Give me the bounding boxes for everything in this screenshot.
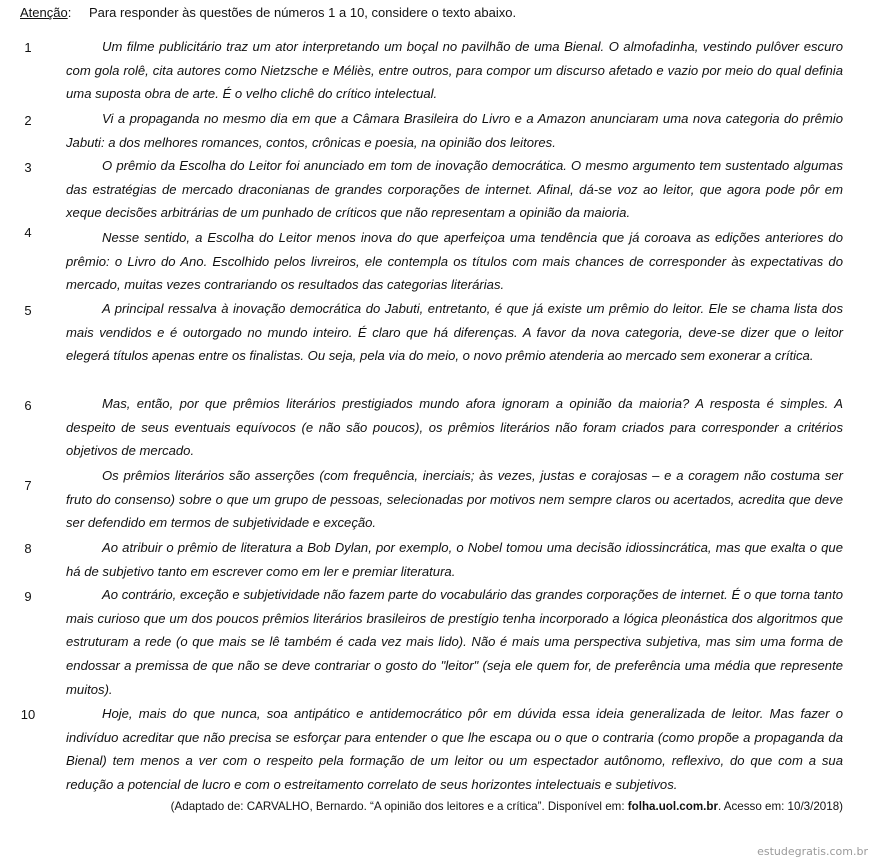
paragraph-text: O prêmio da Escolha do Leitor foi anunciado em tom de inovação democrática. O mesmo argumento tem sustentado algumas das estratégias de mercado draconianas de grandes corporações de internet. Afinal, dá-se voz ao leitor, que agora pode pôr em xeque decisões arbitrárias de um punhado de críticos que não representam a opinião da maioria.: [66, 158, 843, 221]
paragraph-text: Hoje, mais do que nunca, soa antipático e antidemocrático pôr em dúvida essa ideia generalizada de leitor. Mas fazer o indivíduo acreditar que não precisa se esforçar para entender o que lhe escapa ou o que o contraria (como propõe a propaganda da Bienal) tem menos a ver com o respeito pela formação de um leitor ou um espectador autônomo, reflexivo, do que com a sua redução a potencial de lucro e com o estreitamento correlato de seus horizontes intelectuais e subjetivos.: [66, 706, 843, 793]
paragraph-text: Os prêmios literários são asserções (com frequência, inerciais; às vezes, justas e corajosas – e a coragem não costuma ser fruto do consenso) sobre o que um grupo de pessoas, selecionadas por motivos nem sempre claros ou acertados, acredita que deve ser defendido em termos de subjetividade e exceção.: [66, 468, 843, 531]
paragraph-number: 1: [24, 40, 32, 55]
attention-label: Atenção: [20, 5, 68, 20]
source-site: folha.uol.com.br: [627, 800, 718, 813]
paragraph-text: A principal ressalva à inovação democrática do Jabuti, entretanto, é que já existe um prêmio do leitor. Ele se chama lista dos mais vendidos e é outorgado no mundo inteiro. É claro que há diferenças. A favor da nova categoria, deve-se dizer que o leitor elegerá títulos apenas entre os finalistas. Ou seja, pela via do meio, o novo prêmio atenderia ao mercado sem exonerar a crítica.: [66, 301, 843, 364]
paragraph-number: 7: [24, 478, 32, 493]
paragraph-number: 5: [24, 303, 32, 318]
paragraph-number: 2: [24, 113, 32, 128]
paragraph-text: Nesse sentido, a Escolha do Leitor menos inova do que aperfeiçoa uma tendência que já coroava as edições anteriores do prêmio: o Livro do Ano. Escolhido pelos livreiros, ele contempla os títulos com mais chances de corresponder às expectativas do mercado, muitas vezes contrariando os resultados das categorias literárias.: [66, 230, 843, 293]
watermark: estudegratis.com.br: [757, 845, 868, 858]
attention-colon: :: [67, 5, 72, 20]
paragraph-text: Vi a propaganda no mesmo dia em que a Câmara Brasileira do Livro e a Amazon anunciaram uma nova categoria do prêmio Jabuti: a dos melhores romances, contos, crônicas e poesia, na opinião dos leitores.: [66, 111, 843, 150]
paragraph-number: 3: [24, 160, 32, 175]
paragraph-text: Um filme publicitário traz um ator interpretando um boçal no pavilhão de uma Bienal. O almofadinha, vestindo pulôver escuro com gola rolê, cita autores como Nietzsche e Méliès, entre outros, para compor um discurso afetado e vazio por meio do qual definia uma suposta obra de arte. É o velho clichê do crítico intelectual.: [66, 39, 843, 102]
paragraph-text: Ao atribuir o prêmio de literatura a Bob Dylan, por exemplo, o Nobel tomou uma decisão idiossincrática, mas que exalta o que há de subjetivo tanto em escrever como em ler e premiar literatura.: [66, 540, 843, 579]
paragraph-number: 8: [24, 541, 32, 556]
paragraph-text: Ao contrário, exceção e subjetividade não fazem parte do vocabulário das grandes corporações de internet. É o que torna tanto mais curioso que um dos poucos prêmios literários brasileiros de prestígio tenha incorporado a lógica pleonástica dos algoritmos que estruturam a rede (o que mais se lê também é cada vez mais lido). Não é mais uma perspectiva subjetiva, mas sim uma forma de endossar a premissa de que não se deve contrariar o gosto do "leitor" (seja ele quem for, de preferência uma média que represente muitos).: [66, 587, 843, 697]
paragraph-number: 4: [24, 225, 32, 240]
source-prefix: (Adaptado de: CARVALHO, Bernardo. “A opinião dos leitores e a crítica”. Disponível em:: [170, 800, 628, 813]
paragraph-number: 9: [24, 589, 32, 604]
source-suffix: . Acesso em: 10/3/2018): [717, 800, 843, 813]
paragraph-text: Mas, então, por que prêmios literários prestigiados mundo afora ignoram a opinião da maioria? A resposta é simples. A despeito de seus eventuais equívocos (e não são poucos), os prêmios literários não foram criados para corresponder a critérios objetivos de mercado.: [66, 396, 843, 459]
instruction-header: [20, 4, 516, 22]
instruction-text: Para responder às questões de números 1 a 10, considere o texto abaixo.: [88, 5, 517, 20]
paragraph-number: 6: [24, 398, 32, 413]
source-citation: [171, 799, 843, 815]
paragraph-number: 10: [20, 707, 36, 722]
